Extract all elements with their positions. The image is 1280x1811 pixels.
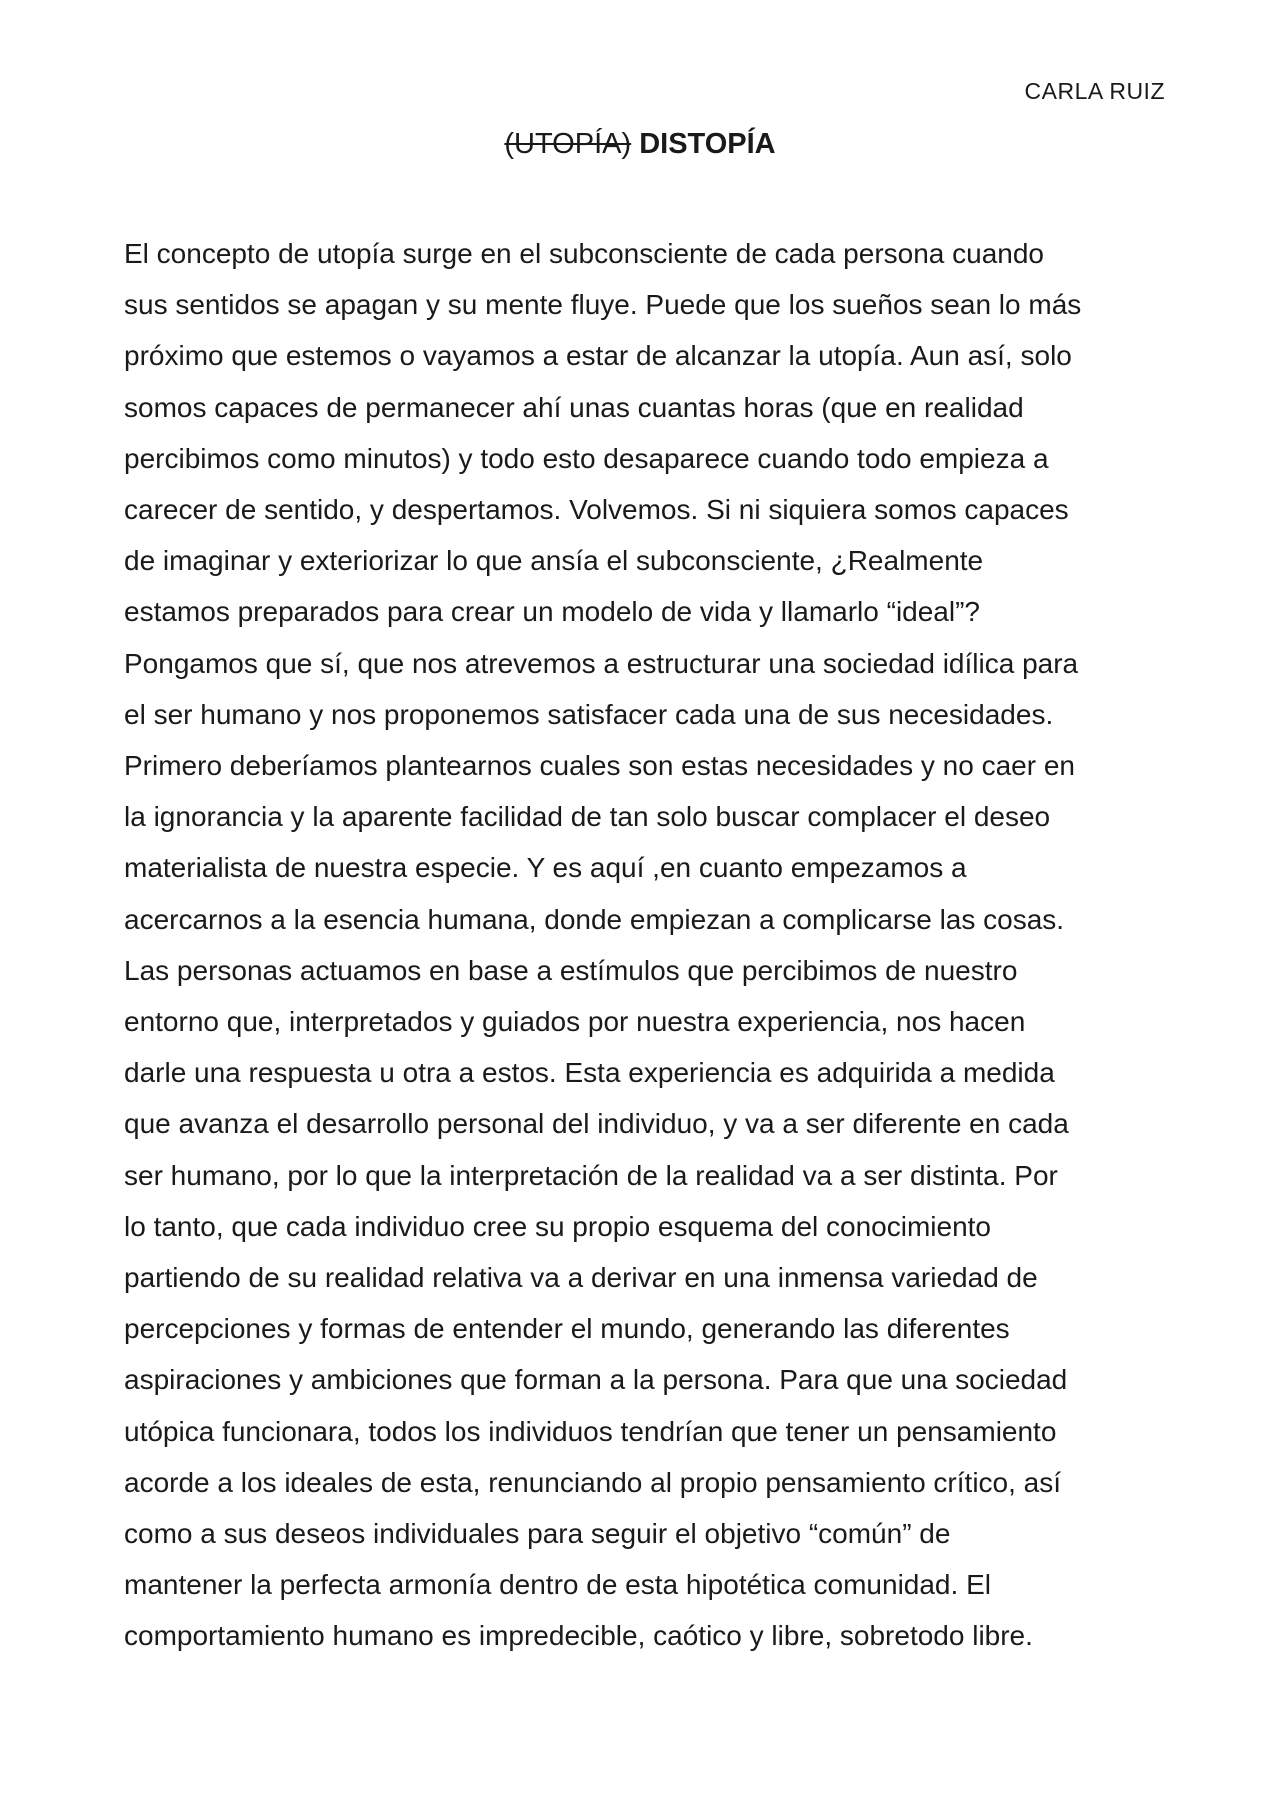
body-line: Pongamos que sí, que nos atrevemos a estructurar una sociedad idílica para [124, 647, 1079, 679]
body-line: partiendo de su realidad relativa va a derivar en una inmensa variedad de [124, 1262, 1038, 1294]
body-line: percepciones y formas de entender el mundo, generando las diferentes [124, 1313, 1010, 1345]
body-line: El concepto de utopía surge en el subconsciente de cada persona cuando [124, 238, 1044, 269]
body-line: próximo que estemos o vayamos a estar de alcanzar la utopía. Aun así, solo [124, 340, 1072, 372]
body-line: somos capaces de permanecer ahí unas cuantas horas (que en realidad [124, 391, 1024, 423]
body-line: lo tanto, que cada individuo cree su propio esquema del conocimiento [124, 1210, 992, 1242]
body-line: percibimos como minutos) y todo esto desaparece cuando todo empieza a [124, 442, 1049, 474]
body-line: darle una respuesta u otra a estos. Esta experiencia es adquirida a medida [124, 1057, 1055, 1089]
body-line: estamos preparados para crear un modelo de vida y llamarlo “ideal”? [124, 596, 980, 628]
body-line: Primero deberíamos plantearnos cuales son estas necesidades y no caer en [124, 750, 1075, 782]
body-line: sus sentidos se apagan y su mente fluye. Puede que los sueños sean lo más [124, 289, 1082, 321]
body-line: entorno que, interpretados y guiados por nuestra experiencia, nos hacen [124, 1006, 1026, 1038]
body-line: acercarnos a la esencia humana, donde empiezan a complicarse las cosas. [124, 903, 1065, 935]
title-main-word: DISTOPÍA [639, 128, 776, 160]
title-struck-word: (UTOPÍA) [504, 128, 632, 160]
body-line: ser humano, por lo que la interpretación de la realidad va a ser distinta. Por [124, 1159, 1058, 1191]
body-line: carecer de sentido, y despertamos. Volvemos. Si ni siquiera somos capaces [124, 494, 1069, 526]
body-line: aspiraciones y ambiciones que forman a la persona. Para que una sociedad [124, 1364, 1068, 1396]
body-line: mantener la perfecta armonía dentro de esta hipotética comunidad. El [124, 1569, 991, 1601]
body-line: la ignorancia y la aparente facilidad de tan solo buscar complacer el deseo [124, 801, 1051, 833]
body-line: Las personas actuamos en base a estímulos que percibimos de nuestro [124, 954, 1018, 986]
body-line: que avanza el desarrollo personal del individuo, y va a ser diferente en cada [124, 1108, 1069, 1140]
body-line: el ser humano y nos proponemos satisfacer cada una de sus necesidades. [124, 698, 1054, 730]
body-line: comportamiento humano es impredecible, caótico y libre, sobretodo libre. [124, 1620, 1033, 1652]
body-line: de imaginar y exteriorizar lo que ansía el subconsciente, ¿Realmente [124, 545, 984, 577]
body-line: como a sus deseos individuales para seguir el objetivo “común” de [124, 1518, 951, 1550]
author-name: CARLA RUIZ [1024, 78, 1165, 104]
body-line: acorde a los ideales de esta, renunciando al propio pensamiento crítico, así [124, 1466, 1062, 1498]
body-line: materialista de nuestra especie. Y es aquí ,en cuanto empezamos a [124, 852, 967, 884]
document-title [0, 126, 1280, 162]
body-line: utópica funcionara, todos los individuos tendrían que tener un pensamiento [124, 1415, 1057, 1447]
body-paragraph [124, 228, 1164, 1662]
